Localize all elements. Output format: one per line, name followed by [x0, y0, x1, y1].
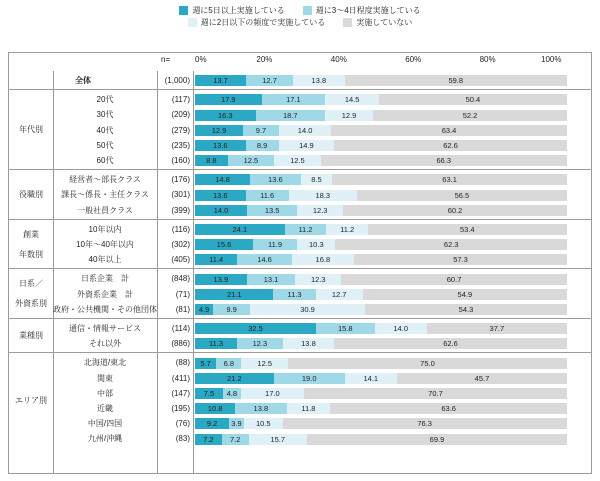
row-label: 関東 — [97, 373, 113, 383]
stacked-bar — [195, 155, 567, 166]
chart-frame — [8, 52, 592, 474]
bar-segment — [246, 190, 289, 201]
bar-value-label: 4.9 — [198, 304, 210, 314]
bar-value-label: 8.5 — [311, 175, 322, 185]
row-sample-size: (848) — [171, 274, 190, 284]
stacked-bar — [195, 125, 567, 136]
bar-segment — [287, 403, 331, 414]
stacked-bar — [195, 140, 567, 151]
bar-value-label: 13.6 — [212, 140, 228, 150]
bar-value-label: 62.6 — [443, 339, 458, 349]
bar-segment — [195, 254, 237, 265]
row-sample-size: (209) — [171, 110, 190, 120]
bar-segment — [427, 323, 567, 334]
row-label: 40年以上 — [88, 255, 122, 265]
bar-segment — [195, 323, 316, 334]
bar-value-label: 11.8 — [301, 404, 316, 414]
group-label-line: 役職別 — [19, 189, 43, 199]
legend-swatch-1 — [303, 6, 312, 15]
row-label: 政府・公共機関・その他団体 — [53, 304, 157, 314]
stacked-bar — [195, 358, 567, 369]
legend-swatch-0 — [179, 6, 188, 15]
bar-segment — [195, 110, 256, 121]
bar-segment — [195, 125, 243, 136]
bar-segment — [283, 338, 334, 349]
row-sample-size: (117) — [171, 95, 190, 105]
bar-value-label: 11.4 — [209, 255, 224, 265]
row-sample-size: (83) — [175, 434, 190, 444]
group-label — [9, 355, 53, 446]
row-sample-size: (1,000) — [164, 76, 190, 86]
bar-value-label: 62.3 — [443, 240, 459, 250]
bar-value-label: 10.8 — [207, 404, 223, 414]
bar-segment — [283, 418, 567, 429]
bar-segment — [273, 289, 315, 300]
group-separator — [9, 352, 591, 353]
group-separator — [9, 219, 591, 220]
bar-segment — [297, 239, 335, 250]
row-label: 40代 — [96, 125, 114, 135]
row-label: 九州/沖縄 — [87, 434, 123, 444]
row-label: 中国/四国 — [87, 419, 123, 429]
bar-value-label: 19.0 — [301, 373, 317, 383]
bar-value-label: 18.3 — [315, 190, 331, 200]
row-label: 50代 — [96, 140, 114, 150]
bar-value-label: 10.5 — [255, 419, 271, 429]
bar-segment — [307, 434, 567, 445]
row-sample-size: (302) — [171, 240, 190, 250]
bar-value-label: 16.8 — [315, 255, 331, 265]
legend-row-1 — [179, 6, 420, 15]
bar-segment — [262, 94, 326, 105]
bar-segment — [363, 289, 567, 300]
bar-value-label: 54.9 — [457, 289, 473, 299]
bar-value-label: 12.3 — [252, 339, 268, 349]
stacked-bar — [195, 403, 567, 414]
bar-segment — [368, 224, 567, 235]
row-label: 外資系企業 計 — [77, 289, 133, 299]
stacked-bar — [195, 75, 567, 86]
bar-segment — [297, 205, 343, 216]
bar-segment — [195, 75, 246, 86]
bar-value-label: 14.0 — [213, 205, 229, 215]
x-tick-80: 80% — [479, 55, 496, 64]
bar-segment — [285, 224, 327, 235]
bar-value-label: 57.3 — [453, 255, 468, 265]
bar-value-label: 9.9 — [226, 304, 237, 314]
group-label-line: 創業 — [23, 229, 39, 239]
bar-value-label: 37.7 — [489, 324, 505, 334]
row-label: 10年以内 — [88, 224, 122, 234]
row-sample-size: (411) — [171, 373, 190, 383]
bar-value-label: 24.1 — [232, 224, 248, 234]
bar-segment — [195, 205, 247, 216]
bar-value-label: 7.2 — [229, 434, 241, 444]
bar-value-label: 11.3 — [287, 289, 302, 299]
group-label-line: 業種別 — [19, 331, 43, 341]
bar-segment — [274, 155, 320, 166]
bar-segment — [292, 254, 354, 265]
bar-value-label: 69.9 — [429, 434, 445, 444]
group-separator — [9, 318, 591, 319]
stacked-bar — [195, 274, 567, 285]
bar-segment — [237, 338, 283, 349]
row-sample-size: (147) — [171, 388, 190, 398]
bar-value-label: 14.0 — [393, 324, 408, 334]
bar-segment — [246, 75, 293, 86]
bar-segment — [195, 94, 262, 105]
bar-segment — [375, 323, 427, 334]
stacked-bar — [195, 205, 567, 216]
x-tick-60: 60% — [405, 55, 422, 64]
x-tick-100: 100% — [541, 55, 562, 64]
bar-value-label: 59.8 — [448, 76, 464, 86]
chart-x-axis — [9, 53, 591, 69]
group-label — [9, 321, 53, 351]
bar-value-label: 13.1 — [263, 274, 279, 284]
group-label — [9, 271, 53, 317]
bar-segment — [316, 323, 375, 334]
bar-value-label: 14.1 — [363, 373, 379, 383]
bar-segment — [241, 358, 288, 369]
bar-value-label: 14.5 — [344, 95, 360, 105]
bar-value-label: 17.9 — [220, 95, 236, 105]
bar-value-label: 7.5 — [203, 388, 215, 398]
bar-value-label: 13.8 — [311, 76, 327, 86]
bar-segment — [228, 155, 274, 166]
group-label-line: エリア別 — [15, 395, 47, 405]
stacked-bar — [195, 224, 567, 235]
bar-value-label: 14.6 — [257, 255, 272, 265]
bar-segment — [295, 274, 341, 285]
bar-value-label: 56.5 — [454, 190, 470, 200]
n-column-header: n= — [161, 55, 171, 64]
stacked-bar — [195, 373, 567, 384]
group-label-line: 外資系別 — [15, 299, 47, 309]
bar-segment — [235, 403, 286, 414]
bar-value-label: 8.8 — [206, 156, 217, 166]
bar-value-label: 9.2 — [206, 419, 218, 429]
bar-segment — [243, 125, 279, 136]
bar-segment — [325, 110, 373, 121]
row-sample-size: (114) — [171, 324, 190, 334]
bar-value-label: 13.8 — [301, 339, 316, 349]
legend-swatch-2 — [188, 18, 197, 27]
row-label: 北海道/東北 — [83, 358, 127, 368]
bar-segment — [331, 125, 567, 136]
bar-segment — [229, 418, 244, 429]
bar-value-label: 45.7 — [474, 373, 490, 383]
bar-value-label: 14.0 — [297, 125, 313, 135]
bar-value-label: 15.6 — [216, 240, 232, 250]
row-label: 全体 — [75, 76, 91, 86]
bar-segment — [195, 140, 246, 151]
bar-segment — [274, 373, 345, 384]
stacked-bar — [195, 110, 567, 121]
bar-segment — [195, 373, 274, 384]
bar-value-label: 11.2 — [298, 224, 313, 234]
row-sample-size: (176) — [171, 175, 190, 185]
bar-segment — [321, 155, 567, 166]
row-sample-size: (76) — [175, 419, 190, 429]
bar-segment — [334, 140, 567, 151]
bar-segment — [195, 190, 246, 201]
bar-value-label: 12.9 — [211, 125, 227, 135]
bar-segment — [213, 304, 250, 315]
bar-value-label: 7.2 — [203, 434, 214, 444]
bar-value-label: 70.7 — [428, 388, 443, 398]
bar-segment — [332, 174, 567, 185]
bar-segment — [195, 155, 228, 166]
row-label: 日系企業 計 — [81, 274, 129, 284]
chart-legend — [0, 6, 600, 27]
row-label: 中部 — [97, 388, 113, 398]
group-separator — [9, 89, 591, 90]
bar-value-label: 53.4 — [459, 224, 475, 234]
stacked-bar — [195, 289, 567, 300]
stacked-bar — [195, 190, 567, 201]
bar-value-label: 12.7 — [262, 76, 277, 86]
bar-value-label: 13.6 — [268, 175, 283, 185]
x-tick-20: 20% — [256, 55, 273, 64]
row-sample-size: (405) — [171, 255, 190, 265]
stacked-bar — [195, 254, 567, 265]
bar-value-label: 3.9 — [231, 419, 242, 429]
bar-value-label: 13.8 — [253, 404, 269, 414]
bar-segment — [365, 304, 567, 315]
legend-item-0 — [179, 6, 284, 15]
bar-segment — [247, 274, 296, 285]
bar-value-label: 11.9 — [268, 240, 283, 250]
row-sample-size: (301) — [171, 190, 190, 200]
x-tick-40: 40% — [330, 55, 347, 64]
bar-segment — [341, 274, 567, 285]
bar-segment — [293, 75, 344, 86]
stacked-bar — [195, 434, 567, 445]
bar-value-label: 62.6 — [443, 140, 458, 150]
bar-value-label: 21.2 — [227, 373, 242, 383]
bar-segment — [222, 434, 249, 445]
bar-segment — [195, 304, 213, 315]
group-separator — [9, 268, 591, 269]
stacked-bar — [195, 388, 567, 399]
bar-value-label: 18.7 — [283, 110, 298, 120]
bar-value-label: 15.7 — [270, 434, 286, 444]
bar-segment — [330, 403, 567, 414]
legend-label-3: 実施していない — [356, 18, 413, 27]
bar-segment — [301, 174, 333, 185]
bar-segment — [343, 205, 567, 216]
bar-segment — [316, 289, 363, 300]
bar-segment — [373, 110, 567, 121]
bar-segment — [195, 403, 235, 414]
bar-segment — [195, 388, 223, 399]
bar-value-label: 54.3 — [458, 304, 474, 314]
bar-value-label: 16.3 — [217, 110, 233, 120]
bar-value-label: 13.7 — [213, 76, 228, 86]
row-sample-size: (71) — [175, 289, 190, 299]
bar-value-label: 5.7 — [200, 358, 211, 368]
bar-segment — [325, 94, 379, 105]
bar-segment — [241, 388, 304, 399]
bar-segment — [195, 338, 237, 349]
bar-segment — [326, 224, 368, 235]
bar-value-label: 52.2 — [462, 110, 478, 120]
bar-value-label: 32.5 — [248, 324, 263, 334]
row-sample-size: (160) — [171, 156, 190, 166]
bar-segment — [379, 94, 566, 105]
bar-value-label: 11.6 — [260, 190, 275, 200]
bar-segment — [288, 358, 567, 369]
bar-segment — [195, 239, 253, 250]
bar-value-label: 63.6 — [441, 404, 456, 414]
x-tick-0: 0% — [195, 55, 207, 64]
bar-value-label: 6.8 — [223, 358, 235, 368]
bar-value-label: 17.0 — [265, 388, 280, 398]
bar-segment — [279, 140, 334, 151]
row-label: 20代 — [96, 95, 114, 105]
bar-value-label: 60.2 — [447, 205, 463, 215]
bar-value-label: 76.3 — [417, 419, 432, 429]
bar-value-label: 75.0 — [420, 358, 435, 368]
bar-segment — [249, 434, 307, 445]
bar-segment — [237, 254, 291, 265]
bar-segment — [250, 174, 301, 185]
legend-item-1 — [303, 6, 421, 15]
bar-value-label: 66.3 — [436, 156, 452, 166]
group-separator — [9, 169, 591, 170]
row-sample-size: (81) — [175, 304, 190, 314]
bar-value-label: 12.3 — [312, 205, 328, 215]
stacked-bar — [195, 304, 567, 315]
bar-value-label: 14.8 — [215, 175, 230, 185]
legend-label-2: 週に2日以下の頻度で実施している — [200, 18, 326, 27]
bar-value-label: 12.7 — [331, 289, 347, 299]
row-label: 60代 — [96, 156, 114, 166]
bar-value-label: 21.1 — [226, 289, 242, 299]
bar-value-label: 63.4 — [441, 125, 457, 135]
legend-label-0: 週に5日以上実施している — [192, 6, 285, 15]
bar-segment — [195, 358, 216, 369]
row-label: 通信・情報サービス — [69, 324, 141, 334]
bar-value-label: 4.8 — [226, 388, 238, 398]
bar-segment — [304, 388, 567, 399]
bar-segment — [195, 418, 229, 429]
bar-segment — [354, 254, 567, 265]
bar-segment — [216, 358, 241, 369]
bar-segment — [256, 110, 326, 121]
bar-value-label: 60.7 — [446, 274, 462, 284]
bar-segment — [195, 289, 273, 300]
bar-segment — [397, 373, 567, 384]
column-separator-2 — [193, 71, 194, 473]
bar-value-label: 13.9 — [213, 274, 229, 284]
bar-value-label: 12.3 — [310, 274, 326, 284]
bar-segment — [195, 274, 247, 285]
bar-segment — [244, 418, 283, 429]
legend-swatch-3 — [343, 18, 352, 27]
row-label: 一般社員クラス — [77, 205, 133, 215]
bar-segment — [279, 125, 331, 136]
bar-segment — [345, 373, 397, 384]
bar-segment — [357, 190, 567, 201]
bar-segment — [289, 190, 357, 201]
bar-segment — [345, 75, 567, 86]
bar-value-label: 50.4 — [465, 95, 481, 105]
row-label: それ以外 — [89, 339, 121, 349]
group-label — [9, 92, 53, 168]
stacked-bar — [195, 418, 567, 429]
bar-value-label: 13.6 — [212, 190, 228, 200]
group-label-line: 年代別 — [19, 125, 43, 135]
row-sample-size: (88) — [175, 358, 190, 368]
bar-value-label: 12.5 — [243, 156, 259, 166]
bar-segment — [334, 338, 567, 349]
stacked-bar — [195, 323, 567, 334]
group-label — [9, 222, 53, 268]
row-sample-size: (235) — [171, 140, 190, 150]
legend-item-3 — [343, 18, 412, 27]
bar-segment — [253, 239, 297, 250]
stacked-bar — [195, 338, 567, 349]
bar-value-label: 15.8 — [337, 324, 353, 334]
bar-value-label: 8.9 — [256, 140, 268, 150]
bar-segment — [195, 174, 250, 185]
group-label-line: 年数別 — [19, 249, 43, 259]
bar-value-label: 12.9 — [341, 110, 357, 120]
bar-value-label: 11.3 — [208, 339, 224, 349]
stacked-bar — [195, 239, 567, 250]
bar-value-label: 9.7 — [255, 125, 267, 135]
bar-value-label: 10.3 — [309, 240, 324, 250]
bar-segment — [195, 224, 285, 235]
bar-value-label: 12.5 — [257, 358, 273, 368]
row-sample-size: (279) — [171, 125, 190, 135]
group-label — [9, 172, 53, 218]
row-sample-size: (886) — [171, 339, 190, 349]
bar-segment — [247, 205, 297, 216]
row-label: 近畿 — [97, 404, 113, 414]
bar-value-label: 13.5 — [264, 205, 280, 215]
bar-segment — [250, 304, 365, 315]
legend-item-2 — [188, 18, 325, 27]
bar-segment — [223, 388, 241, 399]
bar-segment — [246, 140, 279, 151]
stacked-bar — [195, 174, 567, 185]
bar-value-label: 30.9 — [300, 304, 315, 314]
row-sample-size: (195) — [171, 404, 190, 414]
row-sample-size: (399) — [171, 205, 190, 215]
bar-value-label: 63.1 — [442, 175, 457, 185]
row-sample-size: (116) — [171, 224, 190, 234]
group-label-line: 日系／ — [19, 279, 43, 289]
bar-segment — [335, 239, 567, 250]
legend-label-1: 週に3～4日程度実施している — [315, 6, 421, 15]
bar-value-label: 14.9 — [299, 140, 314, 150]
row-label: 30代 — [96, 110, 114, 120]
row-label: 課長～係長・主任クラス — [61, 190, 149, 200]
legend-row-2 — [188, 18, 412, 27]
bar-value-label: 17.1 — [286, 95, 301, 105]
bar-segment — [195, 434, 222, 445]
stacked-bar — [195, 94, 567, 105]
row-label: 経営者～部長クラス — [69, 175, 141, 185]
bar-value-label: 11.2 — [340, 224, 355, 234]
row-label: 10年～40年以内 — [76, 240, 134, 250]
bar-value-label: 12.5 — [290, 156, 305, 166]
